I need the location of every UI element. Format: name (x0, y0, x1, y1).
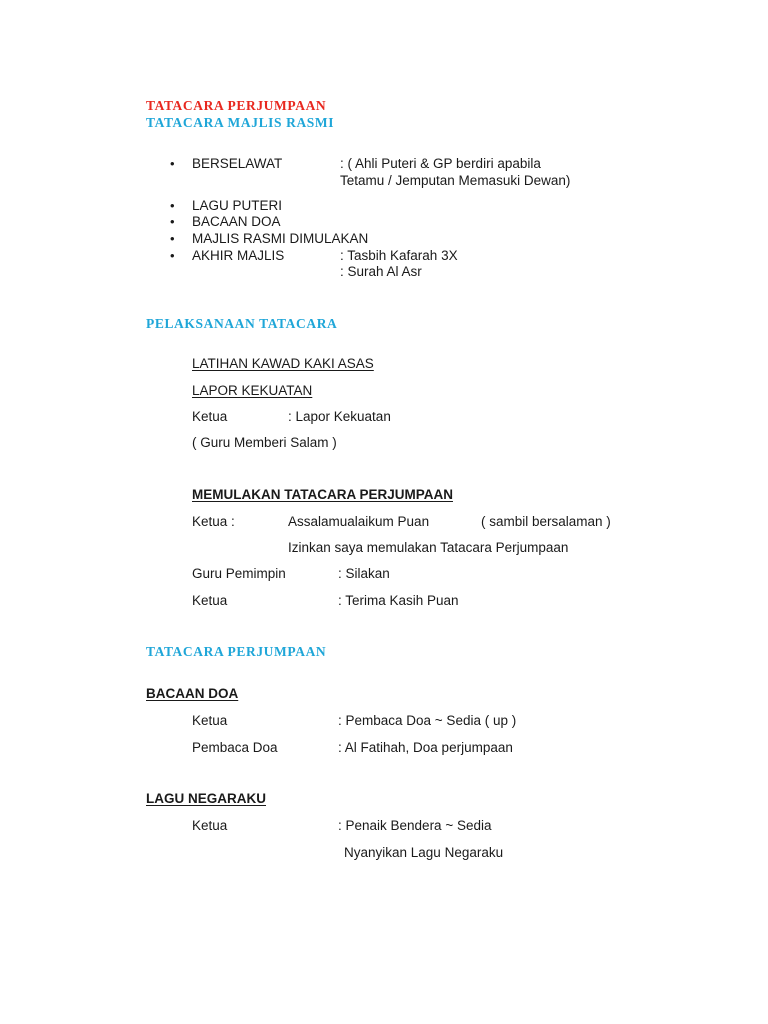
role-value: : Silakan (338, 566, 390, 581)
role-label: Guru Pemimpin (192, 566, 286, 581)
role-value: : Penaik Bendera ~ Sedia (338, 818, 492, 833)
role-label: Ketua (192, 818, 228, 833)
bullet: • (170, 214, 175, 229)
role-label: Ketua (192, 593, 228, 608)
memulakan-heading: MEMULAKAN TATACARA PERJUMPAAN (192, 487, 453, 502)
agenda-item-label: BERSELAWAT (192, 156, 283, 171)
agenda-item-label: BACAAN DOA (192, 214, 281, 229)
role-label: Ketua (192, 713, 228, 728)
agenda-item-label: LAGU PUTERI (192, 198, 283, 213)
agenda-item-value: : Tasbih Kafarah 3X (340, 248, 458, 263)
agenda-item-label: MAJLIS RASMI DIMULAKAN (192, 231, 369, 246)
bacaan-doa-heading: BACAAN DOA (146, 686, 239, 701)
role-value: : Lapor Kekuatan (288, 409, 391, 424)
bullet: • (170, 156, 175, 171)
bullet: • (170, 231, 175, 246)
role-label: Pembaca Doa (192, 740, 278, 755)
bullet: • (170, 248, 175, 263)
pelaksanaan-heading: PELAKSANAAN TATACARA (146, 316, 338, 331)
role-note: ( sambil bersalaman ) (481, 514, 611, 529)
agenda-item-value: : ( Ahli Puteri & GP berdiri apabila (340, 156, 541, 171)
kawad-heading: LATIHAN KAWAD KAKI ASAS (192, 356, 374, 371)
role-value: : Terima Kasih Puan (338, 593, 459, 608)
role-value: Nyanyikan Lagu Negaraku (344, 845, 504, 860)
agenda-item-value: Tetamu / Jemputan Memasuki Dewan) (340, 173, 571, 188)
role-value: : Al Fatihah, Doa perjumpaan (338, 740, 513, 755)
lagu-negaraku-heading: LAGU NEGARAKU (146, 791, 266, 806)
title-heading: TATACARA PERJUMPAAN (146, 98, 327, 113)
lapor-heading: LAPOR KEKUATAN (192, 383, 313, 398)
role-value: : Pembaca Doa ~ Sedia ( up ) (338, 713, 517, 728)
bullet: • (170, 198, 175, 213)
agenda-item-value: : Surah Al Asr (340, 264, 422, 279)
role-value: Assalamualaikum Puan (288, 514, 430, 529)
agenda-item-label: AKHIR MAJLIS (192, 248, 285, 263)
subtitle-heading: TATACARA MAJLIS RASMI (146, 115, 335, 130)
role-label: Ketua : (192, 514, 235, 529)
role-label: Ketua (192, 409, 228, 424)
guru-salam-note: ( Guru Memberi Salam ) (192, 435, 337, 450)
tatacara-heading: TATACARA PERJUMPAAN (146, 644, 327, 659)
role-value: Izinkan saya memulakan Tatacara Perjumpaan (288, 540, 569, 555)
